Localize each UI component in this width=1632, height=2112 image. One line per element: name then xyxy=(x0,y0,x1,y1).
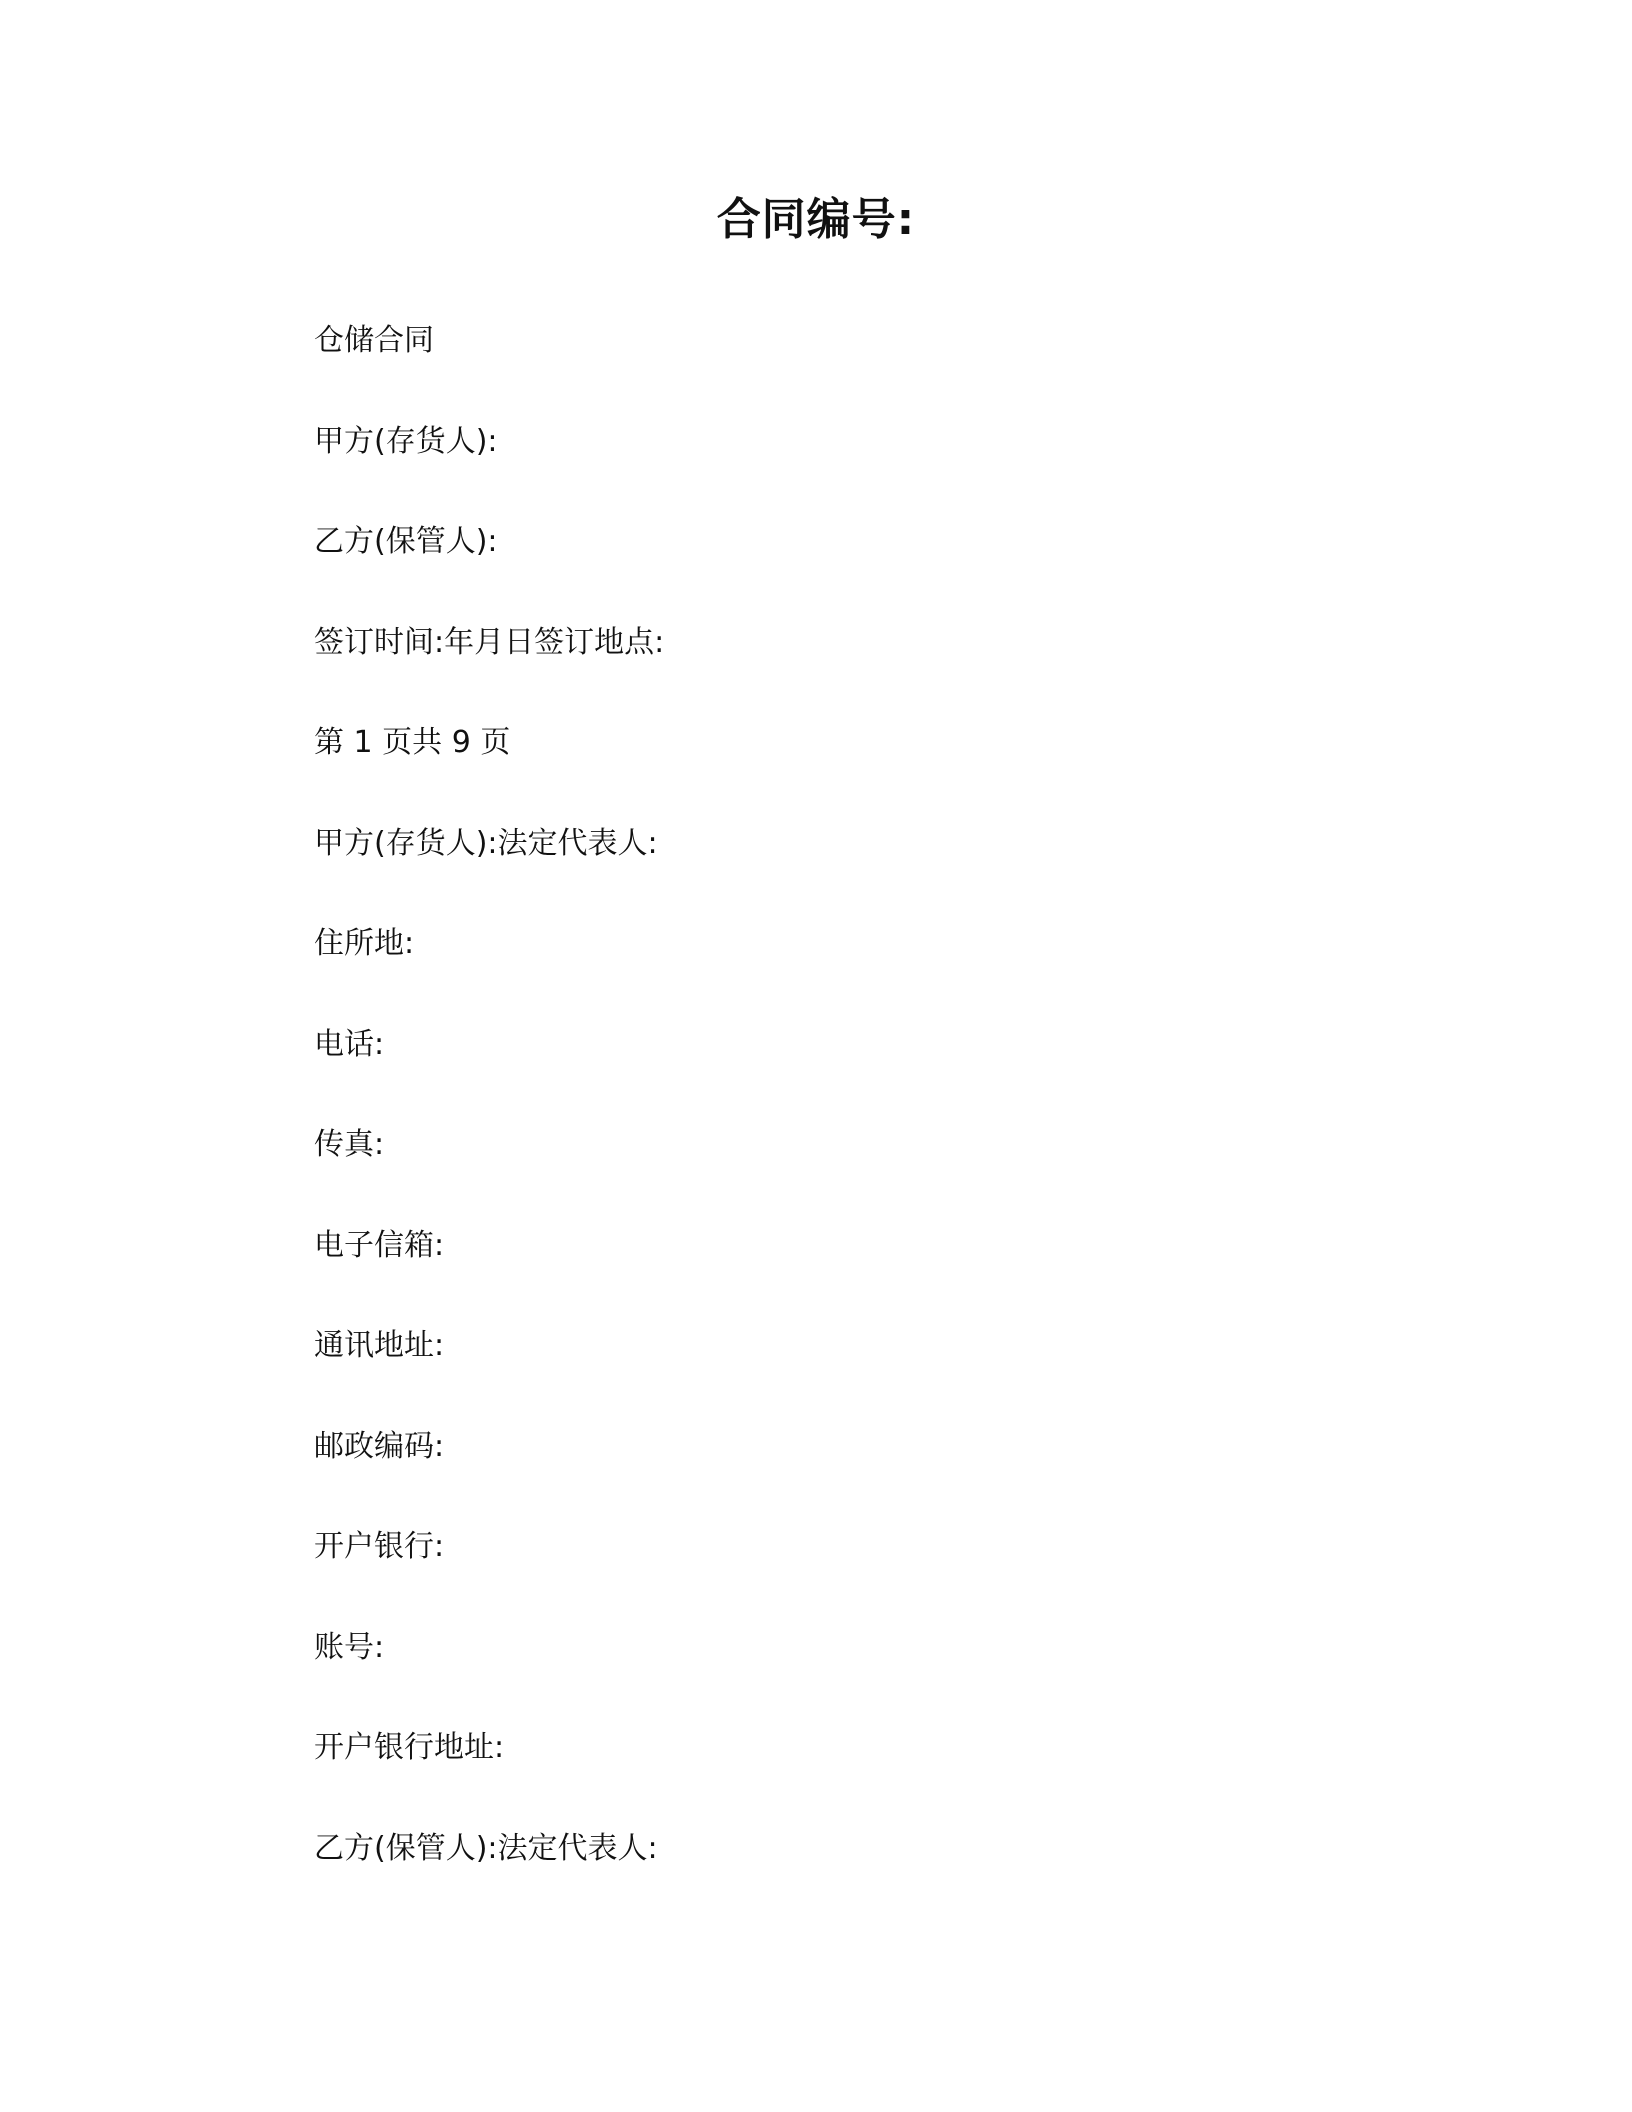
contract-lines xyxy=(314,318,1414,1926)
signing-time-place-line: 签订时间:年月日签订地点: xyxy=(314,624,665,660)
party-a-legal-rep-line: 甲方(存货人):法定代表人: xyxy=(314,825,658,861)
email-line: 电子信箱: xyxy=(314,1227,445,1263)
postal-code-line: 邮政编码: xyxy=(314,1428,445,1464)
contract-type-line: 仓储合同 xyxy=(314,323,434,358)
page-number-line: 第 1 页共 9 页 xyxy=(314,725,511,760)
party-b-line: 乙方(保管人): xyxy=(314,524,498,559)
contract-number-title: 合同编号: xyxy=(716,194,916,245)
phone-line: 电话: xyxy=(314,1026,385,1062)
party-b-legal-rep-line: 乙方(保管人):法定代表人: xyxy=(314,1830,658,1866)
domicile-line: 住所地: xyxy=(314,926,415,961)
account-number-line: 账号: xyxy=(314,1629,385,1665)
bank-address-line: 开户银行地址: xyxy=(314,1730,505,1765)
bank-line: 开户银行: xyxy=(314,1529,445,1564)
mailing-address-line: 通讯地址: xyxy=(314,1328,445,1363)
fax-line: 传真: xyxy=(314,1127,385,1162)
party-a-line: 甲方(存货人): xyxy=(314,423,498,459)
